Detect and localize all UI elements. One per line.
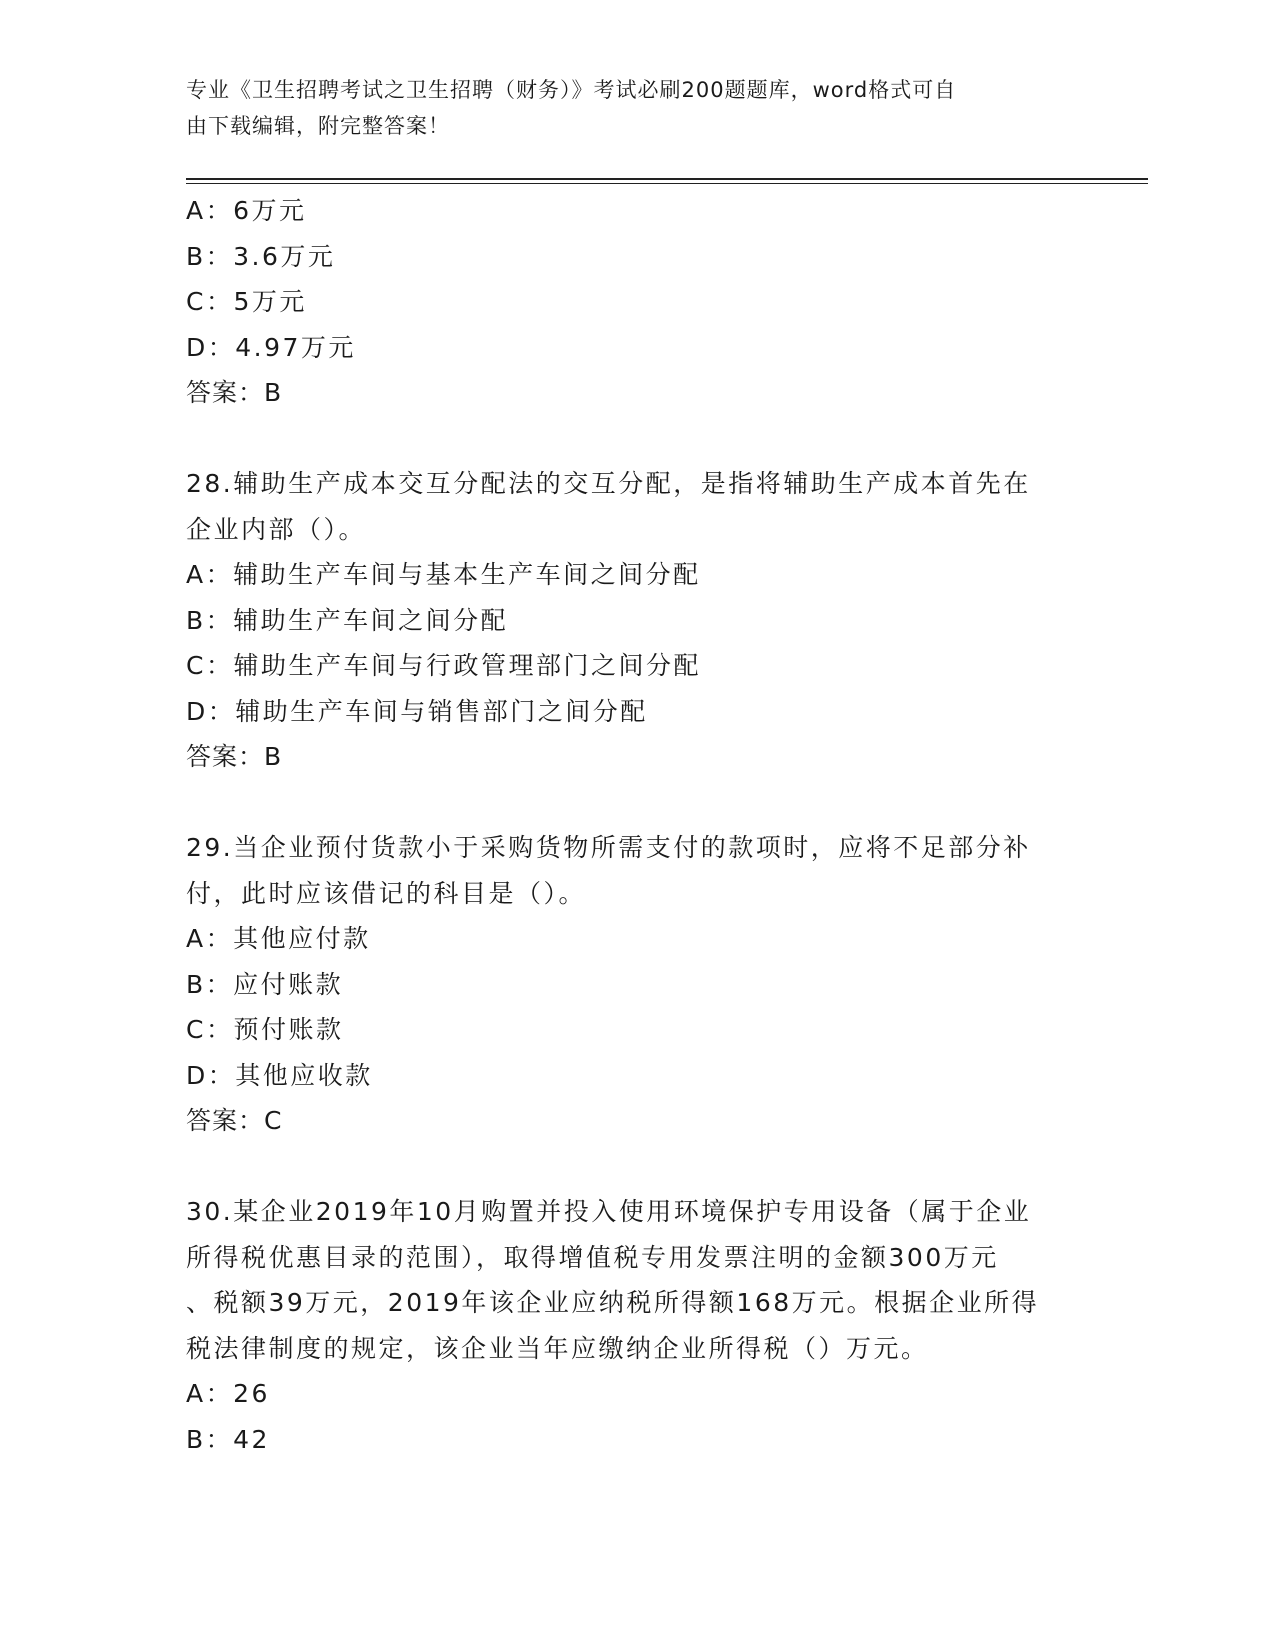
question-30 [186, 1189, 1086, 1462]
question-stem: 企业内部（）。 [186, 514, 367, 544]
option-a: A：6万元 [186, 196, 307, 225]
question-27 [186, 188, 1086, 416]
question-28 [186, 461, 1086, 780]
question-stem: 30.某企业2019年10月购置并投入使用环境保护专用设备（属于企业 [186, 1197, 1032, 1226]
option-b: B：辅助生产车间之间分配 [186, 605, 509, 635]
option-b: B：42 [186, 1424, 270, 1454]
question-list [186, 188, 1086, 1462]
answer-line: 答案：B [186, 378, 283, 407]
option-d: D：其他应收款 [186, 1060, 373, 1090]
option-a: A：其他应付款 [186, 924, 371, 953]
option-a: A：辅助生产车间与基本生产车间之间分配 [186, 560, 701, 589]
question-stem: 28.辅助生产成本交互分配法的交互分配，是指将辅助生产成本首先在 [186, 469, 1031, 498]
header-divider-thick [186, 178, 1148, 180]
document-header [186, 72, 1066, 144]
option-d: D：辅助生产车间与销售部门之间分配 [186, 696, 648, 726]
option-c: C：预付账款 [186, 1015, 344, 1044]
question-29 [186, 825, 1086, 1144]
question-stem: 税法律制度的规定，该企业当年应缴纳企业所得税（）万元。 [186, 1333, 929, 1363]
option-d: D：4.97万元 [186, 332, 356, 362]
answer-line: 答案：B [186, 742, 283, 771]
question-stem: 付，此时应该借记的科目是（）。 [186, 878, 587, 908]
question-stem: 、税额39万元，2019年该企业应纳税所得额168万元。根据企业所得 [186, 1288, 1040, 1317]
header-divider-thin [186, 183, 1148, 184]
header-line-1: 专业《卫生招聘考试之卫生招聘（财务）》考试必刷200题题库，word格式可自 [186, 78, 957, 102]
answer-line: 答案：C [186, 1106, 283, 1135]
option-a: A：26 [186, 1379, 270, 1408]
option-c: C：5万元 [186, 287, 307, 316]
question-stem: 29.当企业预付货款小于采购货物所需支付的款项时，应将不足部分补 [186, 833, 1031, 862]
option-b: B：3.6万元 [186, 241, 336, 271]
header-line-2: 由下载编辑，附完整答案！ [186, 114, 450, 138]
question-stem: 所得税优惠目录的范围），取得增值税专用发票注明的金额300万元 [186, 1242, 999, 1272]
option-b: B：应付账款 [186, 969, 344, 999]
option-c: C：辅助生产车间与行政管理部门之间分配 [186, 651, 701, 680]
